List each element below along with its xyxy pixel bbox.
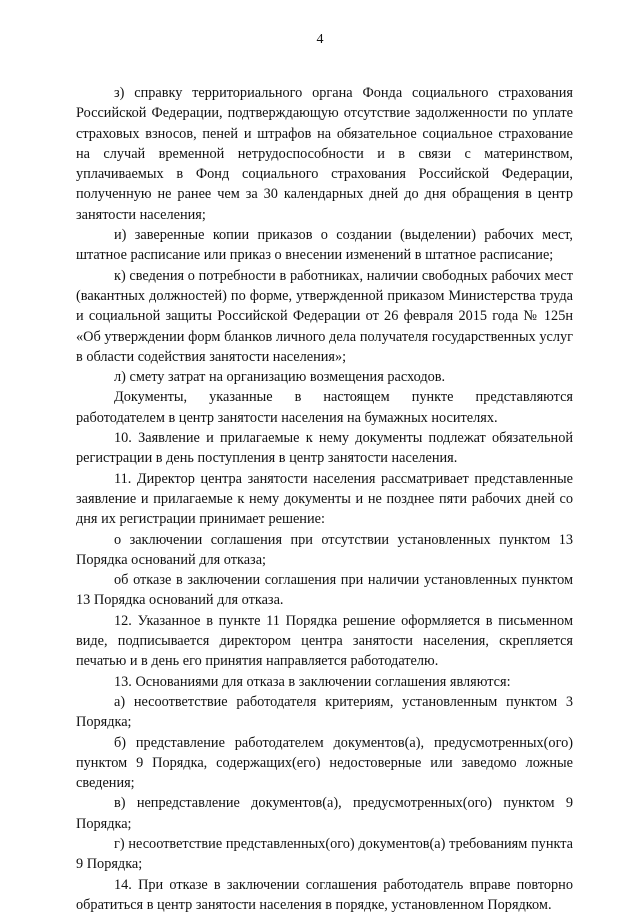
- paragraph-11-director-review: 11. Директор центра занятости населения рассматривает представленные заявление и прилагаемые к нему документы и не позднее пяти рабочих дней со дня их регистрации принимает решение:: [76, 470, 573, 528]
- paragraph-decision-refuse: об отказе в заключении соглашения при наличии установленных пунктом 13 Порядка оснований для отказа.: [76, 572, 573, 609]
- paragraph-z-fss-certificate: з) справку территориального органа Фонда социального страхования Российской Федерации, подтверждающую отсутствие задолженности по уплате страховых взносов, пеней и штрафов на обязательное социальное страхование на случай временной нетрудоспособности и в связи с материнством, уплачиваемых в Фонд социального страхования Российской Федерации, полученную не ранее чем за 30 календарных дней до дня обращения в центр занятости населения;: [76, 85, 573, 223]
- paragraph-12-decision-format: 12. Указанное в пункте 11 Порядка решение оформляется в письменном виде, подписывается директором центра занятости населения, скрепляется печатью и в день его принятия направляется работодателю.: [76, 612, 573, 670]
- paragraph-k-workforce-needs: к) сведения о потребности в работниках, наличии свободных рабочих мест (вакантных должностей) по форме, утвержденной приказом Министерства труда и социальной защиты Российской Федерации от 26 февраля 2015 года № 125н «Об утверждении форм бланков личного дела получателя государственных услуг в области содействия занятости населения»;: [76, 267, 573, 365]
- paragraph-paper-documents: Документы, указанные в настоящем пункте представляются работодателем в центр занятости населения на бумажных носителях.: [76, 389, 573, 426]
- paragraph-14-reapplication: 14. При отказе в заключении соглашения работодатель вправе повторно обратиться в центр занятости населения в порядке, установленном Порядком.: [76, 876, 573, 913]
- paragraph-i-orders-copies: и) заверенные копии приказов о создании (выделении) рабочих мест, штатное расписание или приказ о внесении изменений в штатное расписание;: [76, 227, 573, 264]
- document-body: [76, 83, 573, 915]
- page-number: 4: [316, 32, 324, 47]
- paragraph-10-registration: 10. Заявление и прилагаемые к нему документы подлежат обязательной регистрации в день поступления в центр занятости населения.: [76, 430, 573, 467]
- paragraph-g-non-compliant-documents: г) несоответствие представленных(ого) документов(а) требованиям пункта 9 Порядка;: [76, 835, 573, 873]
- paragraph-b-false-information: б) представление работодателем документов(а), предусмотренных(ого) пунктом 9 Порядка, содержащих(его) недостоверные или заведомо ложные сведения;: [76, 734, 573, 792]
- paragraph-13-refusal-grounds: 13. Основаниями для отказа в заключении соглашения являются:: [114, 673, 511, 690]
- paragraph-a-criteria-mismatch: а) несоответствие работодателя критериям, установленным пунктом 3 Порядка;: [76, 693, 573, 731]
- paragraph-l-cost-estimate: л) смету затрат на организацию возмещения расходов.: [114, 369, 446, 386]
- paragraph-v-missing-documents: в) непредставление документов(а), предусмотренных(ого) пунктом 9 Порядка;: [76, 795, 573, 832]
- paragraph-decision-conclude: о заключении соглашения при отсутствии установленных пунктом 13 Порядка оснований для отказа;: [76, 531, 573, 568]
